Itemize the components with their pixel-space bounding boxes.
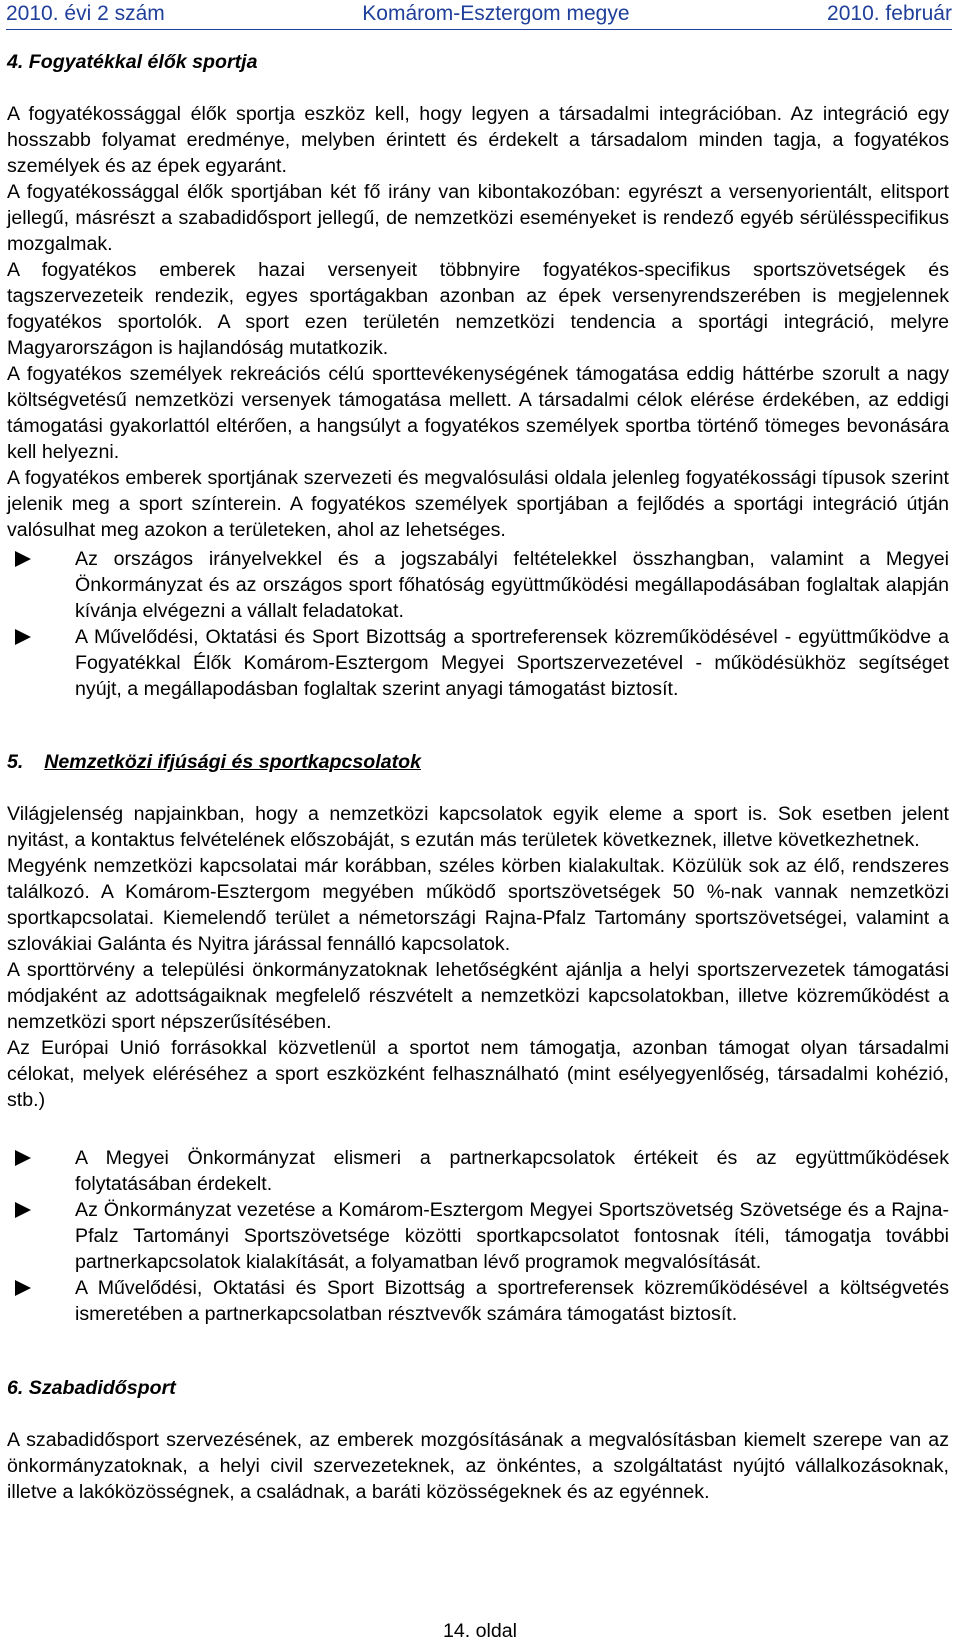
paragraph: Megyénk nemzetközi kapcsolatai már korábban, széles körben kialakultak. Közülük sok az élő, rendszeres találkozó. A Komárom-Esztergom megyében működő sportszövetségek 50 %-nak vannak nemzetközi sportkapcsolatai. Kiemelendő terület a németországi Rajna-Pfalz Tartomány sportszövetségei, valamint a szlovákiai Galánta és Nyitra járással fennálló kapcsolatok.	[7, 855, 949, 955]
running-header	[6, 2, 952, 28]
section-4-body	[7, 101, 949, 543]
paragraph: Az Európai Unió forrásokkal közvetlenül a sportot nem támogatja, azonban támogat olyan társadalmi célokat, melyek eléréséhez a sport eszközként felhasználható (mint esélyegyenlőség, társadalmi kohézió, stb.)	[7, 1037, 949, 1111]
triangle-bullet-icon	[15, 551, 31, 567]
section-5-number: 5.	[7, 751, 24, 773]
paragraph: A fogyatékossággal élők sportja eszköz kell, hogy legyen a társadalmi integrációban. Az integráció egy hosszabb folyamat eredménye, melyben érintett és érdekelt a társadalom minden tagja, a fogyatékos személyek és az épek egyaránt.	[7, 103, 949, 177]
section-5-heading	[7, 749, 949, 775]
page-number: 14. oldal	[442, 1620, 518, 1642]
bullet-item	[7, 546, 949, 624]
bullet-item	[7, 1197, 949, 1275]
header-issue: 2010. évi 2 szám	[6, 2, 165, 25]
triangle-bullet-icon	[15, 1202, 31, 1218]
paragraph: A fogyatékos személyek rekreációs célú sporttevékenységének támogatása eddig háttérbe szorult a nagy költségvetésű nemzetközi versenyek támogatása mellett. A társadalmi célok elérése érdekében, az eddigi támogatási gyakorlattól eltérően, a hangsúlyt a fogyatékos személyek sportba történő tömeges bevonására kell helyezni.	[7, 363, 949, 463]
paragraph: A szabadidősport szervezésének, az emberek mozgósításának a megvalósításban kiemelt szerepe van az önkormányzatoknak, a helyi civil szervezeteknek, az önkéntes, a szolgáltatást nyújtó vállalkozásoknak, illetve a lakóközösségnek, a családnak, a baráti közösségeknek és az egyénnek.	[7, 1429, 949, 1503]
header-date: 2010. február	[827, 2, 952, 25]
bullet-text: A Művelődési, Oktatási és Sport Bizottság a sportreferensek közreműködésével a költségvetés ismeretében a partnerkapcsolatban résztvevők számára támogatást biztosít.	[75, 1277, 949, 1325]
section-5-body	[7, 801, 949, 1113]
bullet-item	[7, 1145, 949, 1197]
paragraph: A sporttörvény a települési önkormányzatoknak lehetőségként ajánlja a helyi sportszervezetek támogatási módjaként az adottságaiknak megfelelő részvételt a nemzetközi kapcsolatokban, illetve közreműködést a nemzetközi sport népszerűsítésében.	[7, 959, 949, 1033]
paragraph: A fogyatékos emberek sportjának szervezeti és megvalósulási oldala jelenleg fogyatékossági típusok szerint jelenik meg a sport színterein. A fogyatékos személyek sportjában a fejlődés a sportági integráció útján valósulhat meg azokon a területeken, ahol az lehetséges.	[7, 467, 949, 541]
bullet-item	[7, 624, 949, 702]
bullet-text: A Művelődési, Oktatási és Sport Bizottság a sportreferensek közreműködésével - együttműködve a Fogyatékkal Élők Komárom-Esztergom Megyei Sportszervezetével - működésükhöz segítséget nyújt, a megállapodásban foglaltak szerint anyagi támogatást biztosít.	[75, 626, 949, 700]
bullet-text: A Megyei Önkormányzat elismeri a partnerkapcsolatok értékeit és az együttműködések folytatásában érdekelt.	[75, 1147, 949, 1195]
triangle-bullet-icon	[15, 629, 31, 645]
triangle-bullet-icon	[15, 1150, 31, 1166]
section-5-title: Nemzetközi ifjúsági és sportkapcsolatok	[44, 751, 421, 773]
paragraph: A fogyatékossággal élők sportjában két fő irány van kibontakozóban: egyrészt a versenyorientált, elitsport jellegű, másrészt a szabadidősport jellegű, de nemzetközi eseményeket is rendező egyéb sérülésspecifikus mozgalmak.	[7, 181, 949, 255]
section-6-heading: 6. Szabadidősport	[7, 1377, 176, 1399]
bullet-item	[7, 1275, 949, 1327]
section-4-bullets	[7, 546, 949, 702]
paragraph: A fogyatékos emberek hazai versenyeit többnyire fogyatékos-specifikus sportszövetségek és tagszervezeteik rendezik, egyes sportágakban azonban az épek versenyrendszerében is megjelennek fogyatékos sportolók. A sport ezen területén nemzetközi tendencia a sportági integráció, melyre Magyarországon is hajlandóság mutatkozik.	[7, 259, 949, 359]
bullet-text: Az Önkormányzat vezetése a Komárom-Esztergom Megyei Sportszövetség Szövetsége és a Rajna-Pfalz Tartományi Sportszövetsége közötti sportkapcsolatot fontosnak ítéli, támogatja további partnerkapcsolatok kialakítását, a folyamatban lévő programok megvalósítását.	[75, 1199, 949, 1273]
section-5-bullets	[7, 1145, 949, 1327]
section-4-heading: 4. Fogyatékkal élők sportja	[7, 51, 258, 73]
section-6-body	[7, 1427, 949, 1505]
triangle-bullet-icon	[15, 1280, 31, 1296]
paragraph: Világjelenség napjainkban, hogy a nemzetközi kapcsolatok egyik eleme a sport is. Sok esetben jelent nyitást, a kontaktus felvételének előszobáját, s ezután más területek következnek, illetve következhetnek.	[7, 803, 949, 851]
bullet-text: Az országos irányelvekkel és a jogszabályi feltételekkel összhangban, valamint a Megyei Önkormányzat és az országos sport főhatóság együttműködési megállapodásában foglaltak alapján kívánja elvégezni a vállalt feladatokat.	[75, 548, 949, 622]
header-county: Komárom-Esztergom megye	[362, 2, 630, 25]
